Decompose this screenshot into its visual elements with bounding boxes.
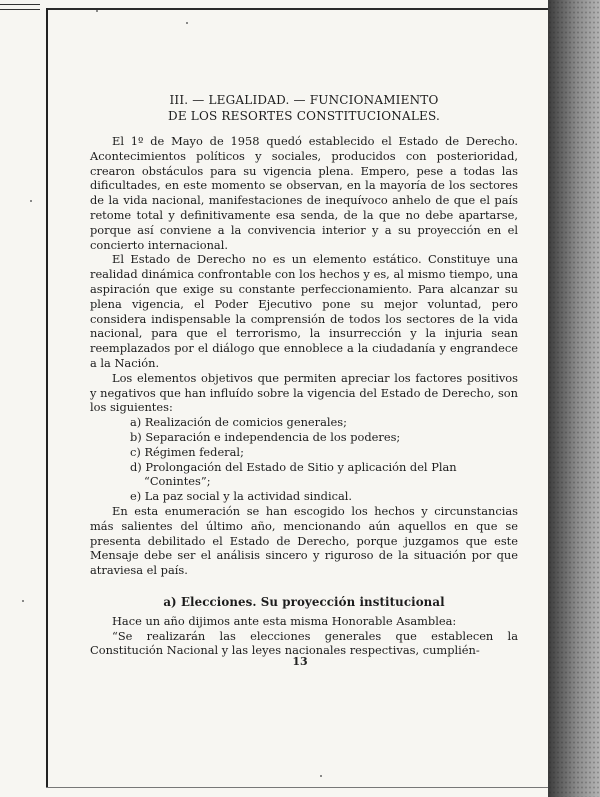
scan-speck [96, 10, 98, 12]
page-bottom-edge [46, 787, 550, 788]
list-item: b) Separación e independencia de los poderes; [130, 429, 401, 444]
list-item: e) La paz social y la actividad sindical. [130, 489, 353, 504]
page-number: 13 [292, 655, 308, 668]
subheading: a) Elecciones. Su proyección institucional [163, 594, 445, 609]
list-item: d) Prolongación del Estado de Sitio y aplicación del Plan “Conintes”; [130, 459, 457, 489]
scan-speck [320, 775, 322, 777]
list-item: a) Realización de comicios generales; [130, 415, 347, 430]
list-item: c) Régimen federal; [130, 444, 244, 459]
scan-speck [22, 600, 24, 602]
body-paragraph: El 1º de Mayo de 1958 quedó establecido el Estado de Derecho. Acontecimientos políticos y sociales, producidos con posterioridad, crearon obstáculos para su vigencia plena. Empero, pese a todas las dificultades, en este momento se observan, en la mayoría de los sectores de la vida nacional, manifestaciones de inequívoco anhelo de que el país retome total y definitivamente esa senda, de la que no debe apartarse, porque así conviene a la convivencia interior y a su proyección en el concierto internacional. [90, 134, 518, 252]
body-paragraph: El Estado de Derecho no es un elemento estático. Constituye una realidad dinámica confrontable con los hechos y es, al mismo tiempo, una aspiración que exige su constante perfeccionamiento. Para alcanzar su plena vigencia, el Poder Ejecutivo pone su mejor voluntad, pero considera indispensable la comprensión de todos los sectores de la vida nacional, para que el terrorismo, la insurrección y la injuria sean reemplazados por el diálogo que ennoblece a la ciudadanía y engrandece a la Nación. [90, 252, 518, 370]
document-page [90, 92, 518, 658]
factors-list [90, 415, 518, 504]
scan-shadow-right [548, 0, 600, 797]
section-title-line-1: III. — LEGALIDAD. — FUNCIONAMIENTO [169, 93, 439, 107]
page-left-edge [46, 8, 48, 788]
page-top-edge [46, 8, 550, 10]
body-paragraph: Los elementos objetivos que permiten apreciar los factores positivos y negativos que han influído sobre la vigencia del Estado de Derecho, son los siguientes: [90, 370, 518, 415]
body-paragraph: En esta enumeración se han escogido los hechos y circunstancias más salientes del último año, mencionando aún aquellos en que se presenta debilitado el Estado de Derecho, porque juzgamos que este Mensaje debe ser el análisis sincero y riguroso de la situación por que atraviesa el país. [90, 503, 518, 578]
quoted-paragraph: “Se realizarán las elecciones generales que establecen la Constitución Nacional y las leyes nacionales respectivas, cumplién- [90, 628, 518, 658]
section-title-line-2: DE LOS RESORTES CONSTITUCIONALES. [168, 109, 440, 123]
scan-speck [30, 200, 32, 202]
section-title [90, 92, 518, 124]
scan-corner-mark [0, 0, 40, 14]
scan-speck [186, 22, 188, 24]
body-paragraph: Hace un año dijimos ante esta misma Honorable Asamblea: [112, 613, 457, 628]
